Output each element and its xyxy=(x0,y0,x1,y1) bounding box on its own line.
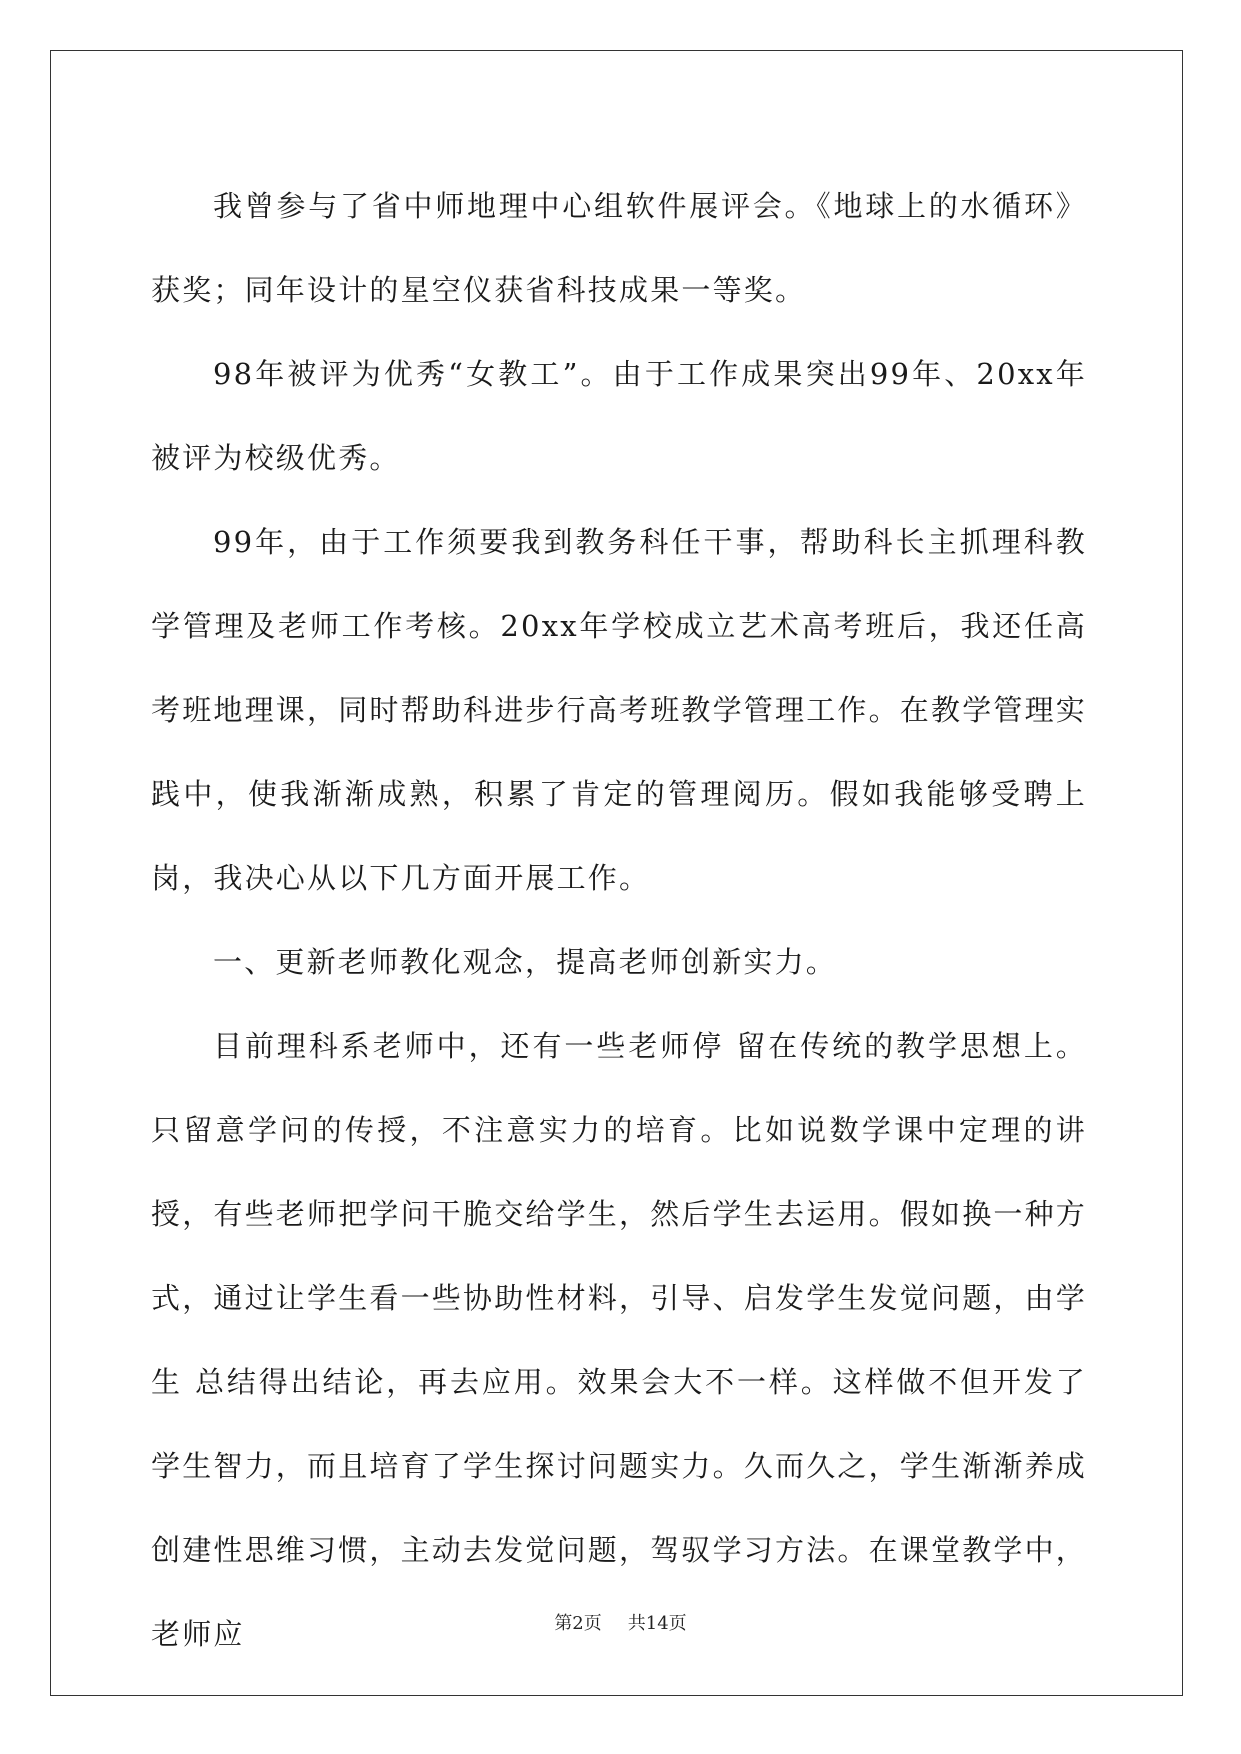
paragraph-section-heading: 一、更新老师教化观念，提高老师创新实力。 xyxy=(213,945,838,979)
paragraph-awards: 我曾参与了省中师地理中心组软件展评会。《地球上的水循环》获奖；同年设计的星空仪获省科技成果一等奖。 xyxy=(151,189,1087,307)
paragraph-work-history: 99年，由于工作须要我到教务科任干事，帮助科长主抓理科教学管理及老师工作考核。20xx年学校成立艺术高考班后，我还任高考班地理课，同时帮助科进步行高考班教学管理工作。在教学管理实践中，使我渐渐成熟，积累了肯定的管理阅历。假如我能够受聘上岗，我决心从以下几方面开展工作。 xyxy=(151,525,1088,895)
paragraph-honors: 98年被评为优秀“女教工”。由于工作成果突出99年、20xx年被评为校级优秀。 xyxy=(151,357,1087,475)
page-number: 第2页 xyxy=(554,1613,602,1634)
document-body xyxy=(151,164,1087,1676)
page-total: 共14页 xyxy=(627,1613,687,1634)
paragraph-teaching-ideas: 目前理科系老师中，还有一些老师停 留在传统的教学思想上。只留意学问的传授，不注意实力的培育。比如说数学课中定理的讲授，有些老师把学问干脆交给学生，然后学生去运用。假如换一种方式，通过让学生看一些协助性材料，引导、启发学生发觉问题，由学生 总结得出结论，再去应用。效果会大不一样。这样做不但开发了学生智力，而且培育了学生探讨问题实力。久而久之，学生渐渐养成创建性思维习惯，主动去发觉问题，驾驭学习方法。在课堂教学中，老师应 xyxy=(151,1029,1088,1651)
page-footer xyxy=(0,1609,1241,1635)
